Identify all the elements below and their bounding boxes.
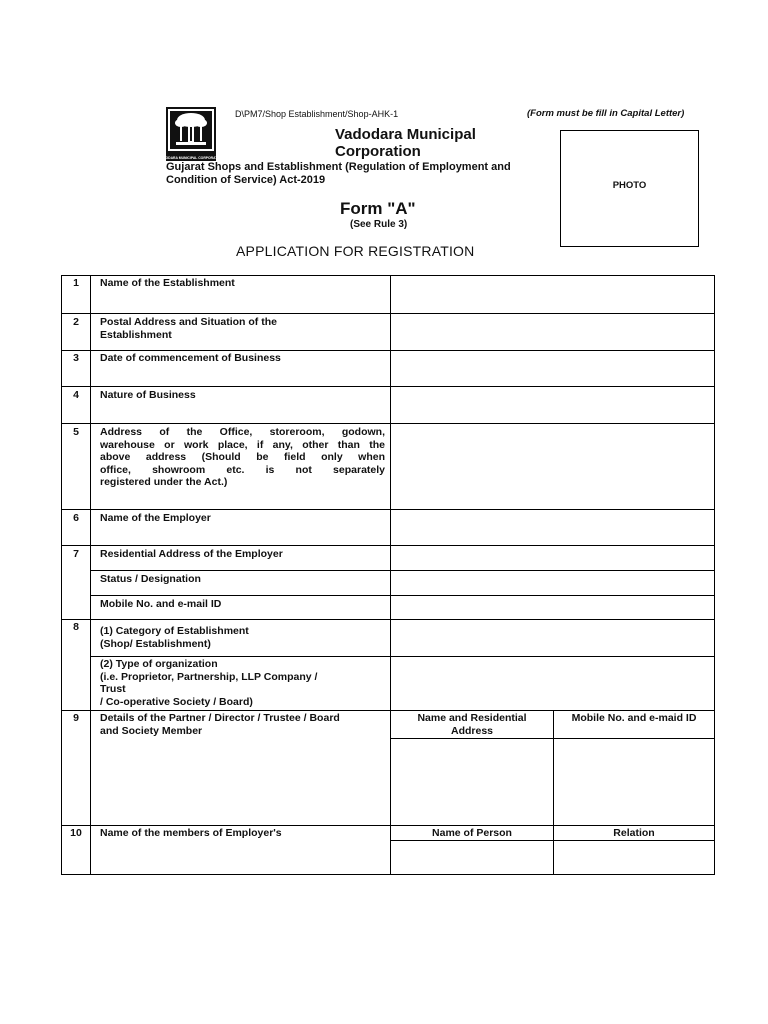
row-1-number: 1 — [73, 277, 79, 289]
commencement-date-field[interactable] — [391, 351, 714, 386]
mobile-email-label: Mobile No. and e-mail ID — [100, 598, 222, 610]
row-5-number: 5 — [73, 426, 79, 438]
application-title: APPLICATION FOR REGISTRATION — [236, 243, 475, 259]
mobile-email-field[interactable] — [391, 596, 714, 619]
establishment-category-field[interactable] — [391, 620, 714, 656]
form-reference: D\PM7/Shop Establishment/Shop-AHK-1 — [235, 109, 399, 119]
photo-box[interactable] — [560, 130, 699, 247]
status-designation-field[interactable] — [391, 571, 714, 595]
row-2-number: 2 — [73, 316, 79, 328]
postal-address-label: Postal Address and Situation of the Establishment — [100, 316, 277, 341]
employer-name-field[interactable] — [391, 510, 714, 545]
establishment-name-field[interactable] — [391, 276, 714, 313]
establishment-name-label: Name of the Establishment — [100, 277, 235, 289]
mobile-email-column-header: Mobile No. and e-maid ID — [571, 712, 697, 724]
row-7-number: 7 — [73, 548, 79, 560]
nature-of-business-label: Nature of Business — [100, 389, 196, 401]
rule-reference: (See Rule 3) — [350, 219, 408, 230]
photo-label: PHOTO — [612, 180, 647, 191]
logo-text: VADODARA MUNICIPAL CORPORATION — [158, 155, 224, 160]
organization-name: Vadodara Municipal Corporation — [335, 126, 476, 160]
row-3-number: 3 — [73, 352, 79, 364]
form-title: Form "A" — [340, 199, 416, 218]
commencement-date-label: Date of commencement of Business — [100, 352, 281, 364]
registration-table — [61, 275, 715, 875]
act-title: Gujarat Shops and Establishment (Regulation of Employment and Condition of Service) Act-2019 — [166, 161, 511, 186]
employer-name-label: Name of the Employer — [100, 512, 211, 524]
employer-members-label: Name of the members of Employer's — [100, 827, 282, 839]
capital-letter-note: (Form must be fill in Capital Letter) — [527, 108, 685, 119]
row-8-number: 8 — [73, 621, 79, 633]
residential-address-field[interactable] — [391, 546, 714, 570]
row-10-number: 10 — [70, 827, 82, 839]
partner-name-address-field[interactable] — [391, 739, 553, 825]
name-address-column-header: Name and Residential Address — [417, 712, 527, 737]
organization-type-label: (2) Type of organization (i.e. Proprietor, Partnership, LLP Company / Trust / Co-operative Society / Board) — [100, 658, 318, 708]
establishment-category-label: (1) Category of Establishment (Shop/ Establishment) — [100, 625, 249, 650]
postal-address-field[interactable] — [391, 314, 714, 350]
row-9-number: 9 — [73, 712, 79, 724]
office-address-label: Address of the Office, storeroom, godown, warehouse or work place, if any, other than the above address (Should be field only when office, showroom etc. is not separately registered under the Act.) — [100, 426, 385, 488]
member-relation-field[interactable] — [554, 841, 714, 874]
nature-of-business-field[interactable] — [391, 387, 714, 423]
relation-column-header: Relation — [613, 827, 655, 839]
office-address-field[interactable] — [391, 424, 714, 509]
partner-details-label: Details of the Partner / Director / Trustee / Board and Society Member — [100, 712, 340, 737]
residential-address-label: Residential Address of the Employer — [100, 548, 283, 560]
row-6-number: 6 — [73, 512, 79, 524]
status-designation-label: Status / Designation — [100, 573, 201, 585]
member-name-field[interactable] — [391, 841, 553, 874]
row-4-number: 4 — [73, 389, 79, 401]
partner-mobile-email-field[interactable] — [554, 739, 714, 825]
vmc-logo — [158, 107, 224, 161]
organization-type-field[interactable] — [391, 657, 714, 710]
person-name-column-header: Name of Person — [432, 827, 512, 839]
